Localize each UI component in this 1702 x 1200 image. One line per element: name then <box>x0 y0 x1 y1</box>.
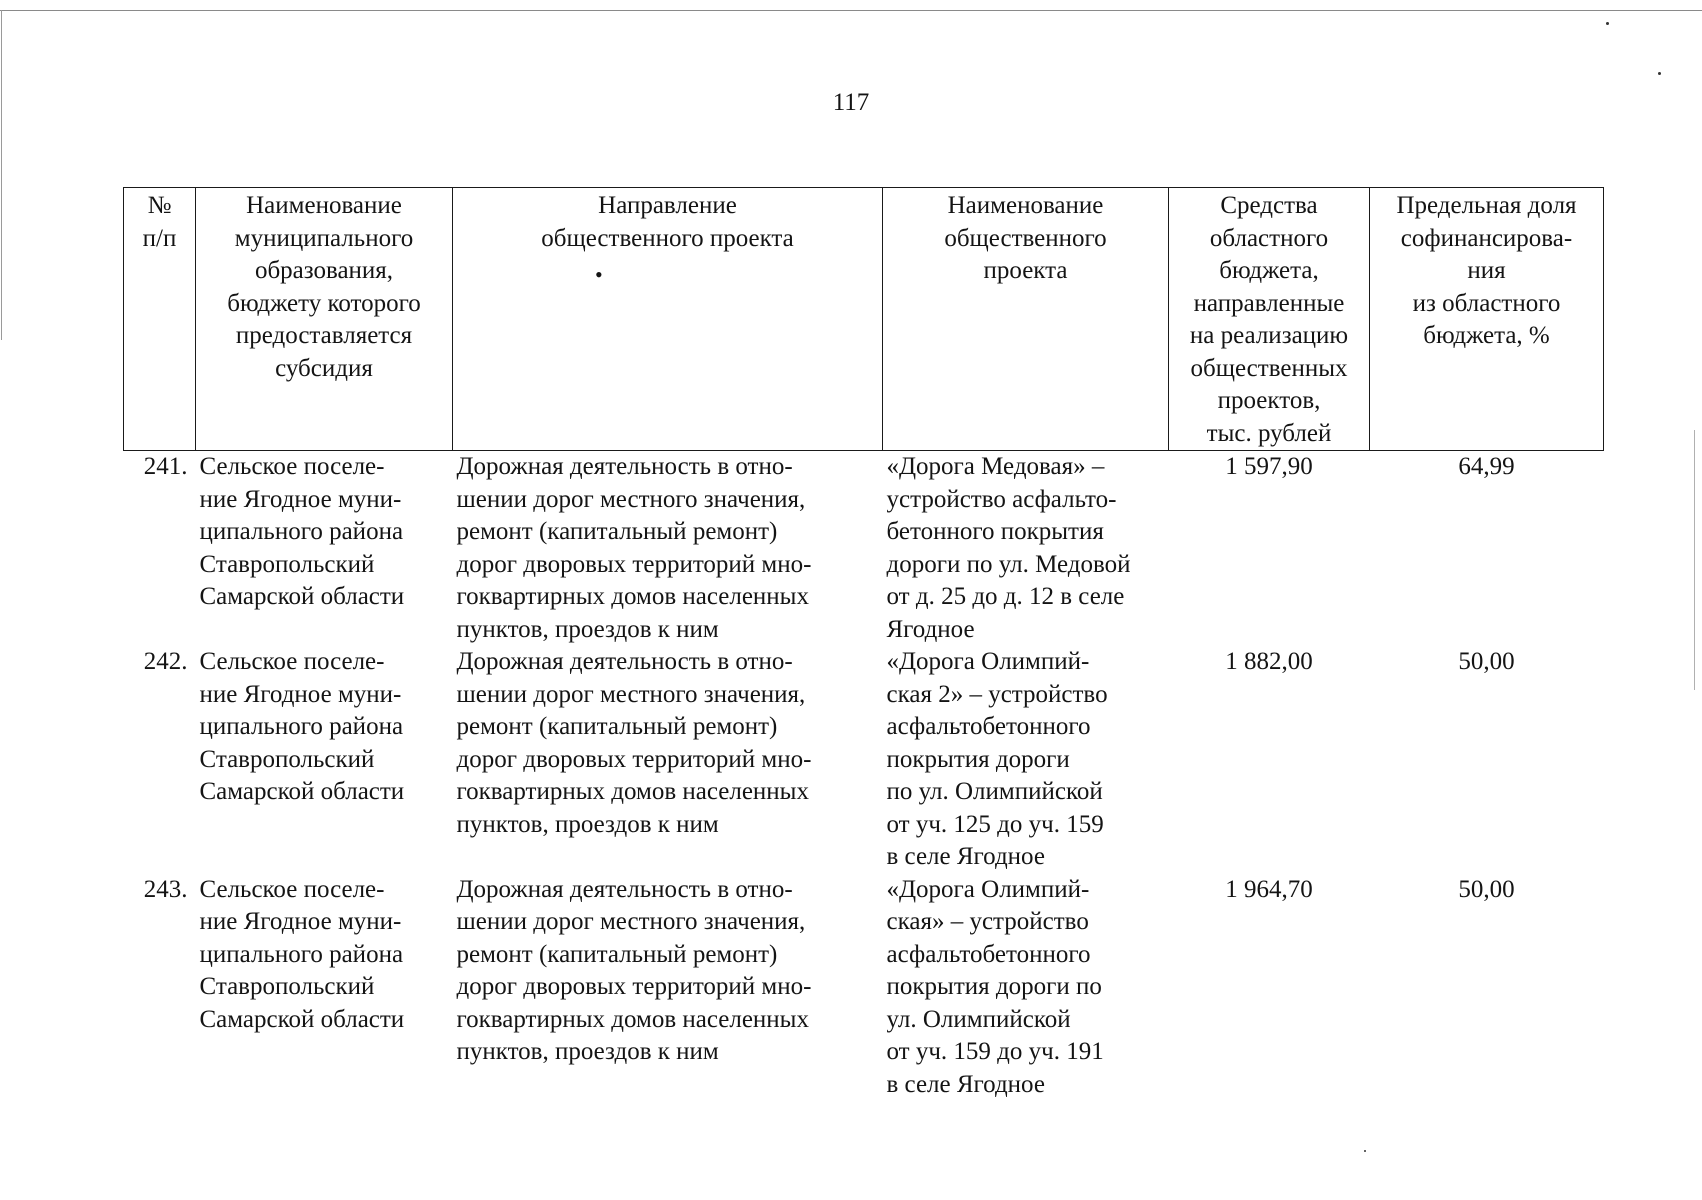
scan-edge-top <box>0 10 1702 11</box>
scan-edge-left <box>1 10 2 340</box>
scan-speck <box>1606 22 1609 25</box>
subsidy-table <box>123 187 1604 1101</box>
row-direction: Дорожная деятельность в отно- шении дорог местного значения, ремонт (капитальный ремонт) дорог дворовых территорий мно- гоквартирных домов населенных пунктов, проездов к ним <box>456 875 812 1065</box>
row-funds: 1 882,00 <box>1225 648 1313 675</box>
row-municipality: Сельское поселе- ние Ягодное муни- ципального района Ставропольский Самарской области <box>199 453 405 610</box>
row-municipality: Сельское поселе- ние Ягодное муни- ципального района Ставропольский Самарской области <box>199 875 405 1033</box>
scan-edge-right <box>1694 430 1695 690</box>
row-number: 241. <box>143 453 188 480</box>
row-municipality: Сельское поселе- ние Ягодное муни- ципального района Ставропольский Самарской области <box>199 648 405 805</box>
row-number: 243. <box>143 875 188 903</box>
row-project: «Дорога Олимпий- ская» – устройство асфальтобетонного покрытия дороги по ул. Олимпийской от уч. 159 до уч. 191 в селе Ягодное <box>886 875 1104 1098</box>
header-project: Наименование общественного проекта <box>883 188 1169 451</box>
row-direction: Дорожная деятельность в отно- шении дорог местного значения, ремонт (капитальный ремонт) дорог дворовых территорий мно- гоквартирных домов населенных пунктов, проездов к ним <box>456 648 812 838</box>
scan-dot: • <box>595 262 603 287</box>
row-share: 50,00 <box>1458 875 1515 903</box>
row-number: 242. <box>143 648 188 675</box>
row-direction: Дорожная деятельность в отно- шении дорог местного значения, ремонт (капитальный ремонт) дорог дворовых территорий мно- гоквартирных домов населенных пунктов, проездов к ним <box>456 453 812 643</box>
row-funds: 1 964,70 <box>1225 875 1313 903</box>
table-row <box>124 451 1604 647</box>
row-share: 50,00 <box>1458 648 1515 675</box>
header-num: № п/п <box>124 188 196 451</box>
row-project: «Дорога Олимпий- ская 2» – устройство асфальтобетонного покрытия дороги по ул. Олимпийской от уч. 125 до уч. 159 в селе Ягодное <box>886 648 1108 870</box>
header-direction: Направление общественного проекта • <box>453 188 883 451</box>
header-share: Предельная доля софинансирова- ния из областного бюджета, % <box>1370 188 1604 451</box>
table-row <box>124 874 1604 1102</box>
page-number: 117 <box>832 89 870 116</box>
scan-speck <box>1364 1150 1366 1152</box>
header-funds: Средства областного бюджета, направленные на реализацию общественных проектов, тыс. рублей <box>1169 188 1370 451</box>
table-row <box>124 646 1604 874</box>
table-header-row <box>124 188 1604 451</box>
row-share: 64,99 <box>1458 453 1515 480</box>
header-municipality: Наименование муниципального образования, бюджету которого предоставляется субсидия <box>196 188 453 451</box>
row-project: «Дорога Медовая» – устройство асфальто- бетонного покрытия дороги по ул. Медовой от д. 25 до д. 12 в селе Ягодное <box>886 453 1131 643</box>
row-funds: 1 597,90 <box>1225 453 1313 480</box>
scan-speck <box>1658 72 1661 75</box>
